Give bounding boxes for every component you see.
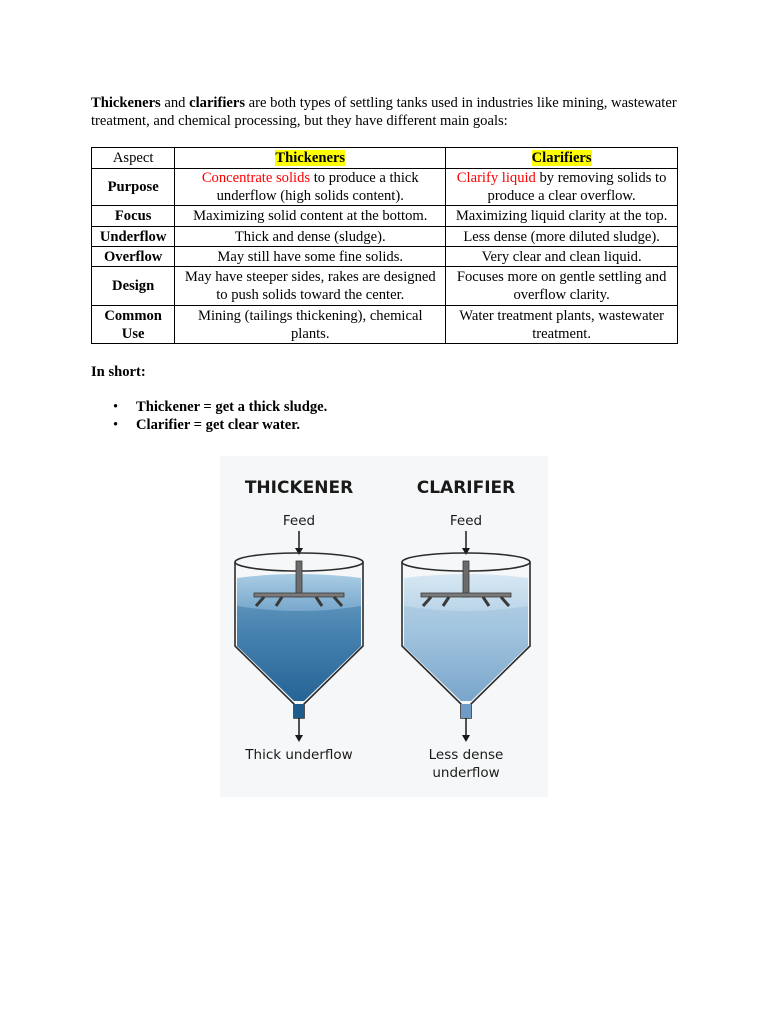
bullet-icon: • bbox=[113, 399, 119, 415]
cell-thickener-overflow: May still have some fine solids. bbox=[175, 247, 446, 267]
cell-thickener-underflow: Thick and dense (sludge). bbox=[175, 227, 446, 247]
cell-clarifier-overflow: Very clear and clean liquid. bbox=[446, 247, 678, 267]
table-row bbox=[92, 306, 678, 344]
thickener-rake-shaft bbox=[296, 561, 302, 597]
bullet-icon: • bbox=[113, 417, 119, 433]
intro-rest: are both types of settling tanks used in industries like mining, wastewater treatment, and chemical processing, but they have different main goals: bbox=[91, 95, 677, 129]
clarifier-feed-arrow-icon bbox=[462, 548, 470, 555]
table-row bbox=[92, 227, 678, 247]
clarifier-underflow-arrow-icon bbox=[462, 735, 470, 742]
cell-clarifier-focus: Maximizing liquid clarity at the top. bbox=[446, 206, 678, 227]
list-item bbox=[91, 398, 327, 416]
clarifier-title: CLARIFIER bbox=[416, 478, 516, 498]
bullet-thickener: Thickener = get a thick sludge. bbox=[136, 399, 328, 415]
intro-term-clarifiers: clarifiers bbox=[189, 95, 246, 111]
header-clarifiers bbox=[446, 148, 678, 169]
thickener-clarifier-diagram bbox=[220, 456, 548, 797]
diagram-svg bbox=[220, 456, 548, 797]
thickener-rake-arm bbox=[254, 593, 344, 597]
table-header-row bbox=[92, 148, 678, 169]
bullet-clarifier: Clarifier = get clear water. bbox=[136, 417, 301, 433]
clarifier-underflow-label-line2: underflow bbox=[432, 765, 500, 781]
table-row bbox=[92, 267, 678, 306]
row-aspect-purpose: Purpose bbox=[92, 169, 175, 206]
clarifier-purpose-text: by removing solids to produce a clear overflow. bbox=[487, 170, 667, 204]
clarifier-rake-arm bbox=[421, 593, 511, 597]
cell-clarifier-purpose bbox=[446, 169, 678, 206]
cell-clarifier-design: Focuses more on gentle settling and overflow clarity. bbox=[446, 267, 678, 306]
cell-thickener-design: May have steeper sides, rakes are designed to push solids toward the center. bbox=[175, 267, 446, 306]
row-aspect-common-use: Common Use bbox=[92, 306, 175, 344]
thickener-outlet bbox=[294, 704, 304, 718]
intro-and: and bbox=[160, 95, 190, 111]
summary-list bbox=[91, 398, 327, 434]
in-short-heading: In short: bbox=[91, 364, 146, 380]
thickener-purpose-text: to produce a thick underflow (high solids content). bbox=[216, 170, 419, 204]
list-item bbox=[91, 416, 327, 434]
comparison-table bbox=[91, 147, 678, 344]
cell-thickener-purpose bbox=[175, 169, 446, 206]
intro-term-thickeners: Thickeners bbox=[91, 95, 161, 111]
header-thickeners-label: Thickeners bbox=[275, 150, 346, 166]
header-clarifiers-label: Clarifiers bbox=[531, 150, 592, 166]
cell-clarifier-underflow: Less dense (more diluted sludge). bbox=[446, 227, 678, 247]
row-aspect-underflow: Underflow bbox=[92, 227, 175, 247]
thickener-feed-label: Feed bbox=[282, 513, 316, 529]
thickener-sludge-layer bbox=[237, 606, 361, 701]
row-aspect-overflow: Overflow bbox=[92, 247, 175, 267]
table-row bbox=[92, 247, 678, 267]
intro-paragraph bbox=[91, 94, 681, 130]
clarifier-purpose-highlight: Clarify liquid bbox=[456, 170, 536, 186]
clarifier-outlet bbox=[461, 704, 471, 718]
row-aspect-design: Design bbox=[92, 267, 175, 306]
cell-thickener-focus: Maximizing solid content at the bottom. bbox=[175, 206, 446, 227]
clarifier-rake-shaft bbox=[463, 561, 469, 597]
thickener-feed-arrow-icon bbox=[295, 548, 303, 555]
clarifier-underflow-label-line1: Less dense bbox=[428, 747, 504, 763]
clarifier-sludge-layer bbox=[404, 606, 528, 701]
thickener-purpose-highlight: Concentrate solids bbox=[201, 170, 311, 186]
table-row bbox=[92, 169, 678, 206]
thickener-tank-group bbox=[235, 478, 363, 763]
cell-thickener-common-use: Mining (tailings thickening), chemical plants. bbox=[175, 306, 446, 344]
cell-clarifier-common-use: Water treatment plants, wastewater treatment. bbox=[446, 306, 678, 344]
thickener-title: THICKENER bbox=[244, 478, 354, 498]
row-aspect-focus: Focus bbox=[92, 206, 175, 227]
header-thickeners bbox=[175, 148, 446, 169]
thickener-underflow-arrow-icon bbox=[295, 735, 303, 742]
thickener-underflow-label: Thick underflow bbox=[245, 747, 353, 763]
table-row bbox=[92, 206, 678, 227]
header-aspect: Aspect bbox=[92, 148, 175, 169]
clarifier-feed-label: Feed bbox=[449, 513, 483, 529]
clarifier-tank-group bbox=[402, 478, 530, 781]
